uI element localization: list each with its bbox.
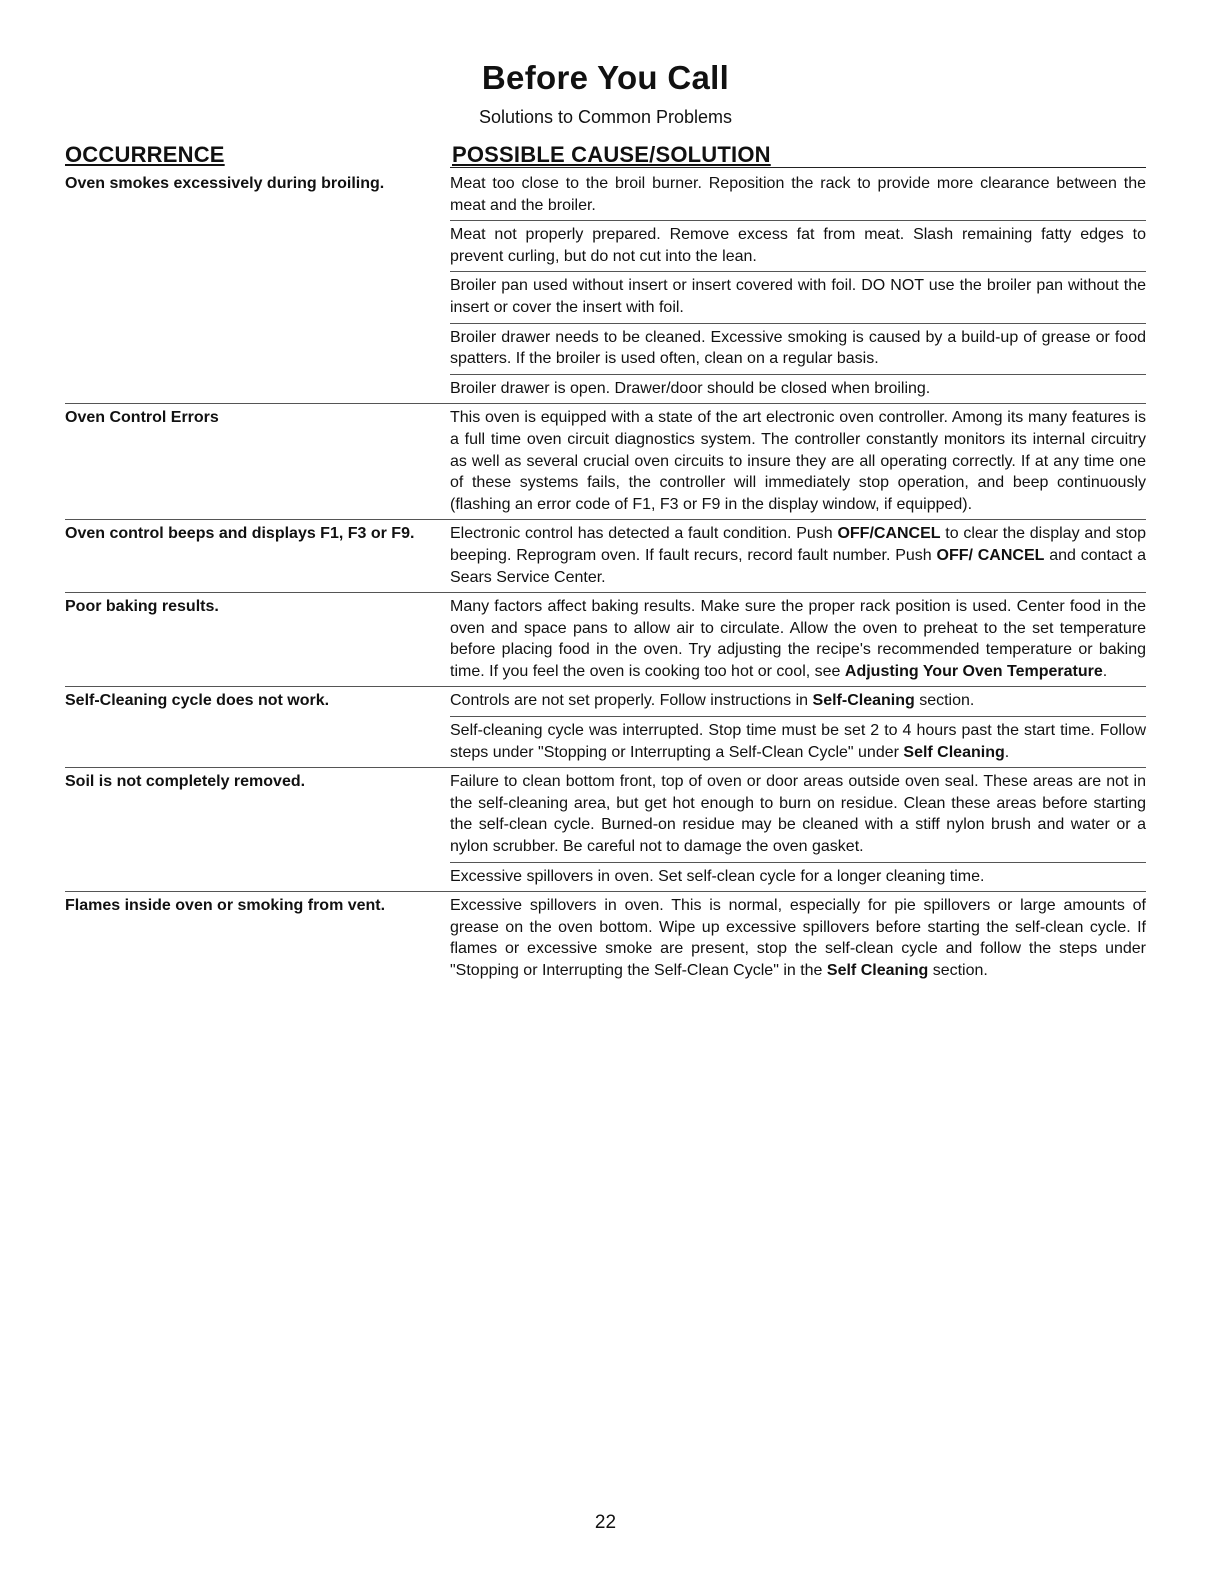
table-row <box>65 170 1146 404</box>
solution-text: Broiler drawer is open. Drawer/door should be closed when broiling. <box>450 379 931 397</box>
page-title: Before You Call <box>481 59 730 96</box>
occurrence-cell: Poor baking results. <box>65 598 219 616</box>
solutions-cell <box>450 687 1146 767</box>
solutions-cell <box>450 170 1146 403</box>
header-divider <box>450 167 1146 168</box>
occurrence-cell: Oven Control Errors <box>65 409 219 427</box>
solution-text: . <box>1004 743 1010 761</box>
bold-reference: Self Cleaning <box>826 962 929 979</box>
solution-paragraph <box>450 892 1146 985</box>
occurrence-cell: Flames inside oven or smoking from vent. <box>65 897 386 915</box>
solution-text: Broiler drawer needs to be cleaned. Excessive smoking is caused by a build-up of grease or food spatters. If the broiler is used often, clean on a regular basis. <box>450 328 1146 368</box>
solution-text: Broiler pan used without insert or insert covered with foil. DO NOT use the broiler pan without the insert or cover the insert with foil. <box>450 277 1146 316</box>
solution-text: Failure to clean bottom front, top of oven or door areas outside oven seal. These areas are not in the self-cleaning area, but get hot enough to burn on residue. Clean these areas before starting the self-clean cycle. Burned-on residue may be cleaned with a stiff nylon brush and water or a nylon scrubber. Be careful not to damage the oven gasket. <box>450 773 1146 856</box>
solutions-cell <box>450 520 1146 592</box>
solution-paragraph <box>450 374 1146 404</box>
solutions-cell <box>450 892 1146 985</box>
solution-text: Electronic control has detected a fault condition. Push <box>450 525 838 543</box>
solution-text: section. <box>914 692 975 710</box>
solution-text: to clear the display and stop beeping. Reprogram oven. If fault recurs, record fault number. Push <box>450 525 1146 564</box>
solution-paragraph <box>450 220 1146 271</box>
solution-paragraph <box>450 862 1146 892</box>
occurrence-cell: Oven smokes excessively during broiling. <box>65 175 385 192</box>
solutions-cell <box>450 404 1146 519</box>
solution-text: section. <box>928 962 988 979</box>
bold-reference: OFF/CANCEL <box>837 525 941 543</box>
troubleshooting-table <box>65 170 1146 986</box>
solutions-cell <box>450 768 1146 891</box>
occurrence-cell: Soil is not completely removed. <box>65 773 306 791</box>
occurrence-column-header: OCCURRENCE <box>65 142 225 167</box>
solution-text: This oven is equipped with a state of the art electronic oven controller. Among its many features is a full time oven circuit diagnostics system. The controller constantly monitors its internal circuitry as well as several crucial oven circuits to insure they are all operating correctly. If at any time one of these systems fails, the controller will immediately stop operation, and beep continuously (flashing an error code of F1, F3 or F9 in the display window, if equipped). <box>450 409 1146 513</box>
solution-column-header: POSSIBLE CAUSE/SOLUTION <box>452 142 771 167</box>
solution-text: Self-cleaning cycle was interrupted. Stop time must be set 2 to 4 hours past the start time. Follow steps under "Stopping or Interrupting a Self-Clean Cycle" under <box>450 722 1146 761</box>
solution-paragraph <box>450 716 1146 767</box>
solution-text: Meat too close to the broil burner. Reposition the rack to provide more clearance between the meat and the broiler. <box>450 175 1146 214</box>
occurrence-cell: Oven control beeps and displays F1, F3 or F9. <box>65 525 415 543</box>
solution-paragraph <box>450 323 1146 374</box>
bold-reference: Self Cleaning <box>903 743 1005 761</box>
table-row <box>65 687 1146 768</box>
solution-paragraph <box>450 768 1146 861</box>
solution-text: . <box>1102 662 1108 680</box>
solution-text: Many factors affect baking results. Make sure the proper rack position is used. Center food in the oven and space pans to allow air to circulate. Allow the oven to preheat to the set temperature before placing food in the oven. Try adjusting the recipe's recommended temperature or baking time. If you feel the oven is cooking too hot or cool, see <box>450 598 1146 680</box>
bold-reference: OFF/ CANCEL <box>936 546 1045 564</box>
bold-reference: Self-Cleaning <box>812 692 915 710</box>
solution-text: Meat not properly prepared. Remove excess fat from meat. Slash remaining fatty edges to prevent curling, but do not cut into the lean. <box>450 226 1146 265</box>
page-subtitle: Solutions to Common Problems <box>478 107 733 127</box>
solution-text: Excessive spillovers in oven. This is normal, especially for pie spillovers or large amounts of grease on the oven bottom. Wipe up excessive spillovers before starting the self-clean cycle. If flames or excessive smoke are present, stop the self-clean cycle and follow the steps under "Stopping or Interrupting the Self-Clean Cycle" in the <box>450 897 1146 979</box>
bold-reference: Adjusting Your Oven Temperature <box>844 662 1103 680</box>
solution-paragraph <box>450 404 1146 519</box>
solution-paragraph <box>450 520 1146 592</box>
solution-text: and contact a Sears Service Center. <box>450 546 1147 586</box>
table-row <box>65 404 1146 520</box>
page-number: 22 <box>594 1512 617 1533</box>
table-row <box>65 520 1146 593</box>
solution-text: Controls are not set properly. Follow instructions in <box>450 692 813 710</box>
solution-paragraph <box>450 170 1146 220</box>
table-row <box>65 892 1146 985</box>
table-row <box>65 593 1146 687</box>
solution-paragraph <box>450 687 1146 716</box>
solution-paragraph <box>450 593 1146 686</box>
occurrence-cell: Self-Cleaning cycle does not work. <box>65 692 330 710</box>
solutions-cell <box>450 593 1146 686</box>
table-row <box>65 768 1146 892</box>
solution-paragraph <box>450 271 1146 322</box>
solution-text: Excessive spillovers in oven. Set self-clean cycle for a longer cleaning time. <box>450 867 985 885</box>
